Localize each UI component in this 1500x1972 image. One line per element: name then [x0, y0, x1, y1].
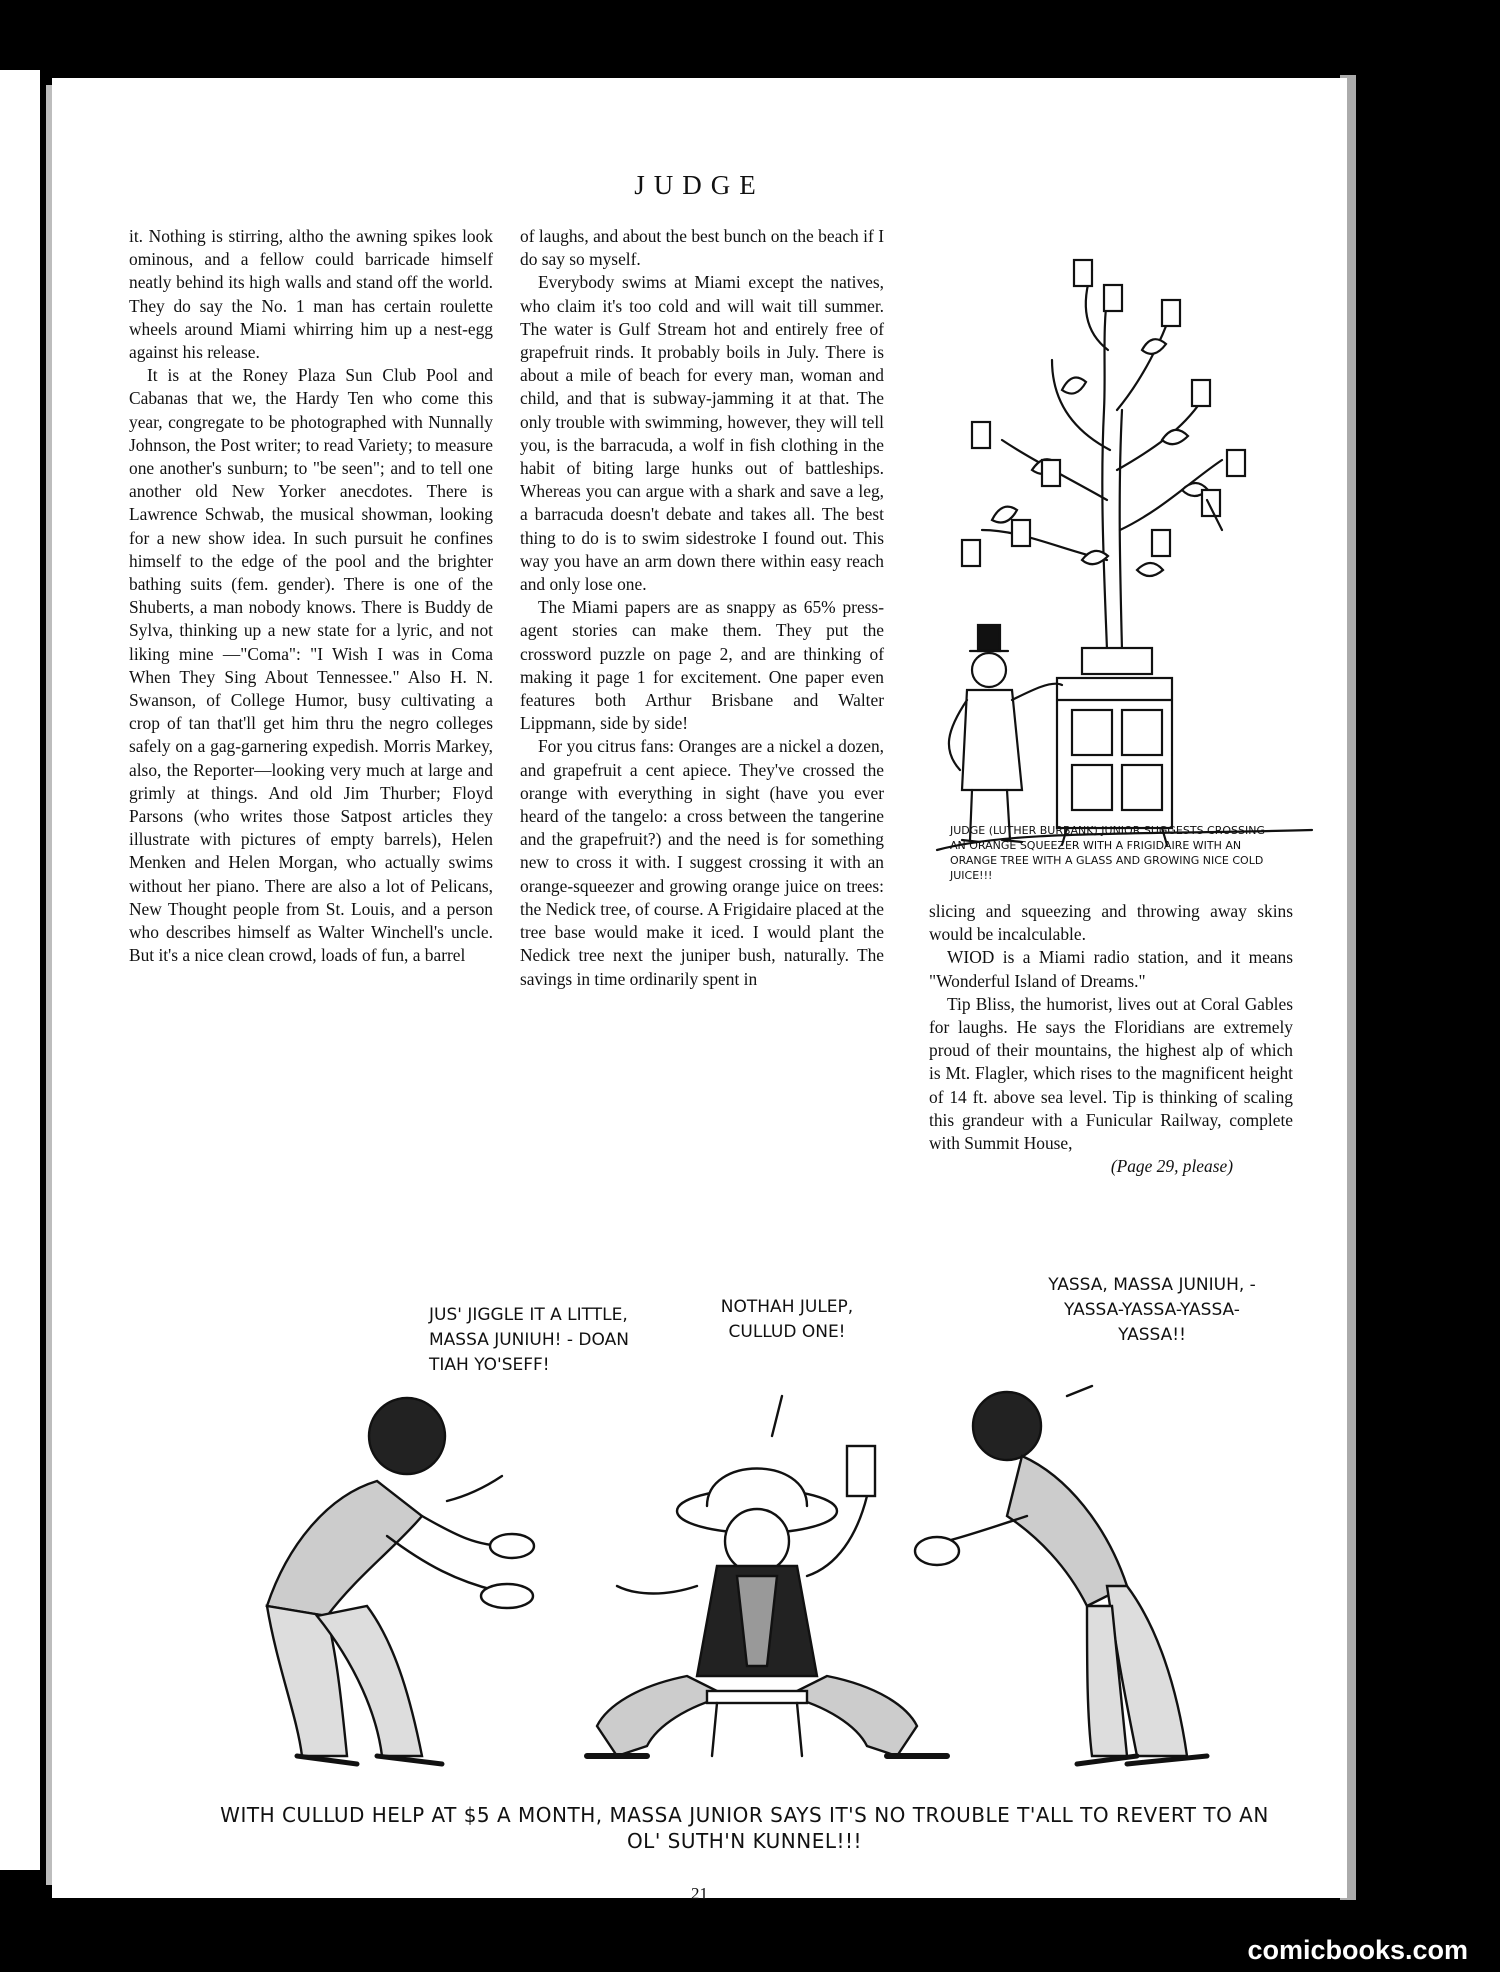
- left-page-sliver: [0, 70, 40, 1870]
- page-header: JUDGE: [634, 170, 765, 200]
- page-number: 21: [691, 1884, 708, 1903]
- paragraph: Tip Bliss, the humorist, lives out at Coral Gables for laughs. He says the Floridians are extremely proud of their mountains, the highest alp of which is Mt. Flagler, which rises to the magnificent height of 14 ft. above sea level. Tip is thinking of scaling this grandeur with a Funicular Railway, complete with Summit House,: [929, 993, 1293, 1154]
- continued-reference: (Page 29, please): [1110, 1156, 1233, 1177]
- text-column-3: [929, 900, 1293, 1178]
- paragraph: For you citrus fans: Oranges are a nickel a dozen, and grapefruit a cent apiece. They've crossed the orange with everything in sight (have you ever heard of the tangelo: a cross between the tangerine and the grapefruit?) and the need is for something new to cross it with. I suggest crossing it with an orange-squeezer and growing orange juice on trees: the Nedick tree, of course. A Frigidaire placed at the tree base would make it iced. I would plant the Nedick tree next the juniper bush, naturally. The savings in time ordinarily spent in: [520, 736, 884, 989]
- speech-bubble-right: YASSA, MASSA JUNIUH, -YASSA-YASSA-YASSA-YASSA!!: [1048, 1275, 1256, 1345]
- cartoon-caption-top: JUDGE (LUTHER BURBANK) JUNIOR SUGGESTS CROSSING AN ORANGE SQUEEZER WITH A FRIGIDAIRE WITH AN ORANGE TREE WITH A GLASS AND GROWING NICE COLD JUICE!!!: [950, 824, 1266, 882]
- paragraph: slicing and squeezing and throwing away skins would be incalculable.: [929, 901, 1293, 945]
- paragraph: Everybody swims at Miami except the natives, who claim it's too cold and will wait till summer. The water is Gulf Stream hot and entirely free of grapefruit rinds. It probably boils in July. There is about a mile of beach for every man, woman and child, and that is subway-jamming it at that. The only trouble with swimming, however, they will tell you, is the barracuda, a wolf in fish clothing in the habit of biting large hunks out of battleships. Whereas you can argue with a shark and save a leg, a barracuda doesn't debate and takes all. The best thing to do is to swim sidestroke I found out. This way you have an arm down there within easy reach and only lose one.: [520, 272, 884, 595]
- orange-tree-cartoon: [932, 230, 1322, 870]
- site-watermark: comicbooks.com: [1247, 1935, 1468, 1965]
- speech-bubble-center: NOTHAH JULEP, CULLUD ONE!: [720, 1297, 854, 1342]
- cartoon-caption-bottom: WITH CULLUD HELP AT $5 A MONTH, MASSA JUNIOR SAYS IT'S NO TROUBLE T'ALL TO REVERT TO AN OL' SUTH'N KUNNEL!!!: [220, 1803, 1269, 1853]
- speech-bubble-left: JUS' JIGGLE IT A LITTLE, MASSA JUNIUH! - DOAN TIAH YO'SEFF!: [429, 1305, 629, 1375]
- text-column-1: [129, 225, 493, 968]
- paragraph: of laughs, and about the best bunch on the beach if I do say so myself.: [520, 226, 884, 270]
- magazine-page: [52, 78, 1347, 1903]
- paragraph: The Miami papers are as snappy as 65% press-agent stories can make them. They put the crossword puzzle on page 2, and are thinking of making it page 1 for excitement. One paper even features both Arthur Brisbane and Walter Lippmann, side by side!: [520, 597, 884, 734]
- paragraph: It is at the Roney Plaza Sun Club Pool and Cabanas that we, the Hardy Ten who come this year, congregate to be photographed with Nunnally Johnson, the Post writer; to read Variety; to measure one another's sunburn; to "be seen"; and to tell one another old New Yorker anecdotes. There is Lawrence Schwab, the musical showman, looking for a new show idea. In such pursuit he confines himself to the edge of the pool and the brighter bathing suits (fem. gender). There is one of the Shuberts, a man nobody knows. There is Buddy de Sylva, thinking up a new state for a lyric, and not liking mine —"Coma": "I Wish I was in Coma When They Sing About Tennessee." Also H. N. Swanson, of College Humor, busy cultivating a crop of tan that'll get him thru the negro colleges safely on a gag-garnering expedish. Morris Markey, also, the Reporter—looking very much at large and grimly at things. And old Jim Thurber; Floyd Parsons (who writes those Satpost articles they illustrate with pictures of empty barrels), Helen Menken and Helen Morgan, who actually swims without her piano. There are also a lot of Pelicans, New Thought people from St. Louis, and a person who describes himself as Walter Winchell's uncle. But it's a nice clean crowd, loads of fun, a barrel: [129, 365, 493, 966]
- text-column-2: [520, 225, 884, 991]
- colonel-cartoon: [207, 1286, 1357, 1806]
- paragraph: WIOD is a Miami radio station, and it means "Wonderful Island of Dreams.": [929, 947, 1293, 991]
- paragraph: it. Nothing is stirring, altho the awning spikes look ominous, and a fellow could barricade himself neatly behind its high walls and stand off the world. They do say the No. 1 man has certain roulette wheels around Miami whirring him up a nest-egg against his release.: [129, 226, 493, 363]
